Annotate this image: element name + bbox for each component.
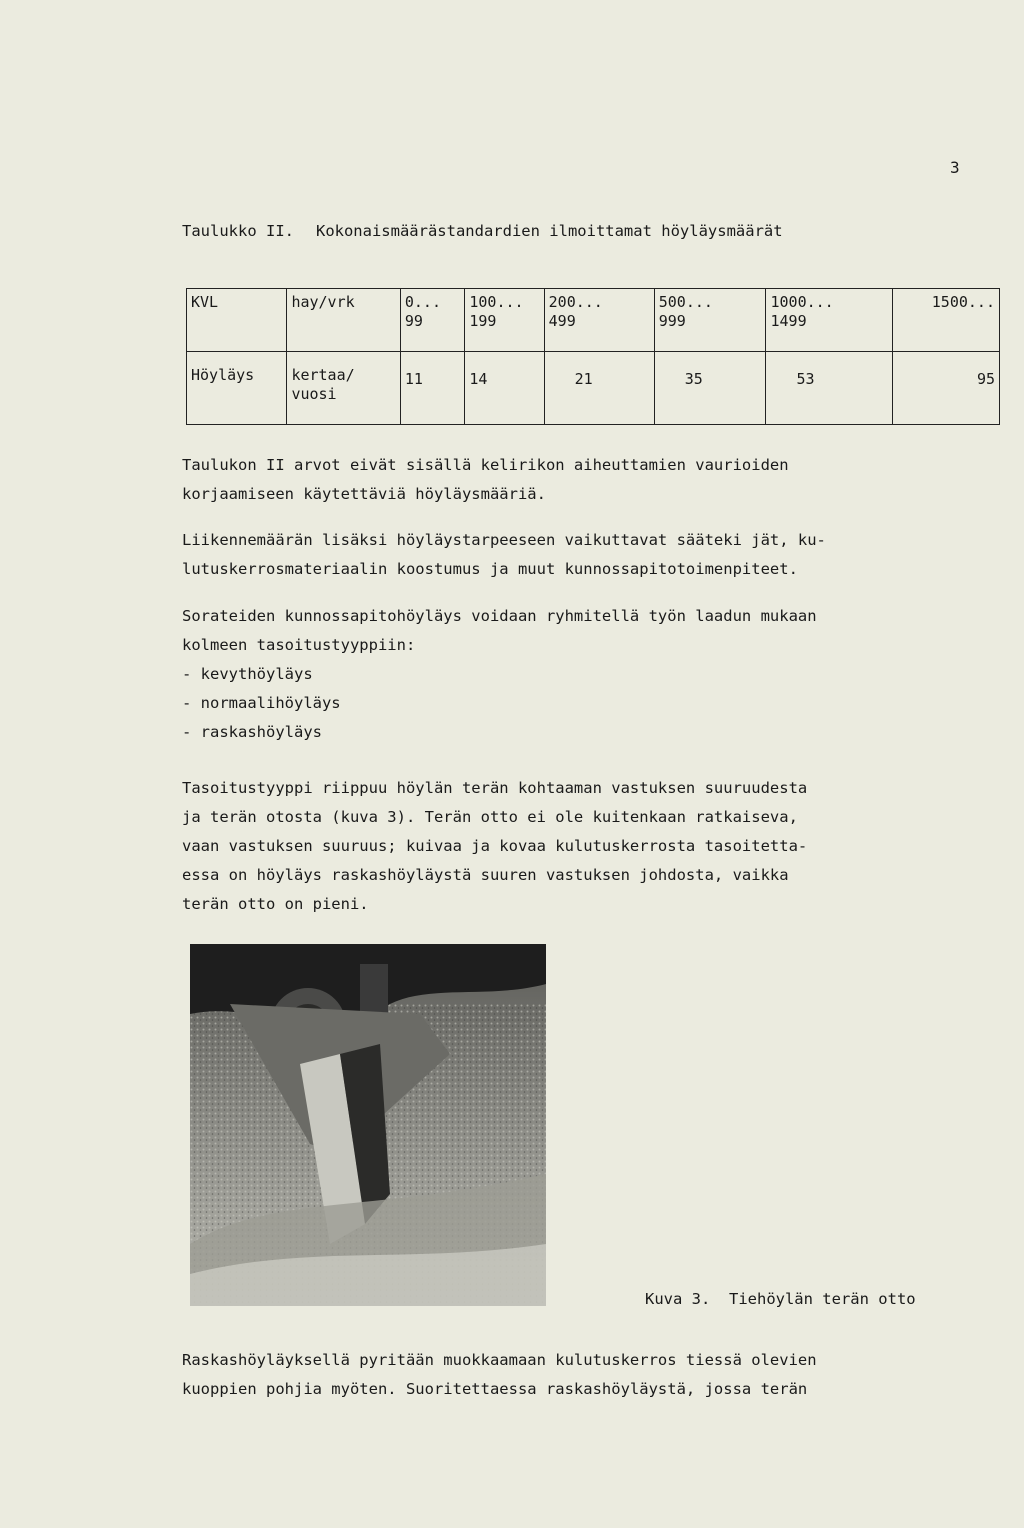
table-row-kvl <box>187 289 1000 352</box>
paragraph-table-note: Taulukon II arvot eivät sisällä kelirikon aiheuttamien vaurioiden korjaamiseen käytettäviä höyläysmääriä. <box>182 456 789 503</box>
table-cell: KVL <box>187 289 287 352</box>
table-cell: 1500... <box>892 289 999 352</box>
table-cell: 11 <box>400 352 465 425</box>
table-label: Taulukko II. <box>182 222 294 240</box>
table-cell: hay/vrk <box>287 289 400 352</box>
table-cell: 53 <box>766 352 892 425</box>
table-cell: 0... 99 <box>400 289 465 352</box>
table-cell: 95 <box>892 352 999 425</box>
list-item: - normaalihöyläys <box>182 694 341 712</box>
table-title-text: Kokonaismäärästandardien ilmoittamat höyläysmäärät <box>315 222 783 240</box>
table-cell: 21 <box>544 352 654 425</box>
paragraph-heavy-grading: Raskashöyläyksellä pyritään muokkaamaan kulutuskerros tiessä olevien kuoppien pohjia myöten. Suoritettaessa raskashöyläystä, jossa terän <box>182 1351 817 1398</box>
table-cell: 200... 499 <box>544 289 654 352</box>
paragraph-traffic-factors: Liikennemäärän lisäksi höyläystarpeeseen vaikuttavat sääteki jät, ku- lutuskerrosmateriaalin koostumus ja muut kunnossapitotoimenpiteet. <box>182 531 826 578</box>
table-title <box>182 222 805 240</box>
grading-frequency-table <box>186 288 1000 425</box>
paragraph-grading-depth: Tasoitustyyppi riippuu höylän terän kohtaaman vastuksen suuruudesta ja terän otosta (kuva 3). Terän otto ei ole kuitenkaan ratkaiseva, vaan vastuksen suuruus; kuivaa ja kovaa kulutuskerrosta tasoitetta- essa on höyläys raskashöyläystä suuren vastuksen johdosta, vaikka terän otto on pieni. <box>182 779 808 913</box>
page-number: 3 <box>950 158 960 177</box>
table-cell: 500... 999 <box>654 289 766 352</box>
list-item: - raskashöyläys <box>182 723 322 741</box>
table-cell: kertaa/ vuosi <box>287 352 400 425</box>
list-item: - kevythöyläys <box>182 665 313 683</box>
table-cell: 35 <box>654 352 766 425</box>
table-cell: Höyläys <box>187 352 287 425</box>
paragraph-grading-types: Sorateiden kunnossapitohöyläys voidaan ryhmitellä työn laadun mukaan kolmeen tasoitustyyppiin: - kevythöyläys - normaalihöyläys - raskashöyläys <box>182 602 982 747</box>
table-cell: 1000... 1499 <box>766 289 892 352</box>
figure-caption: Kuva 3. Tiehöylän terän otto <box>645 1290 916 1308</box>
grader-blade-photo <box>190 944 546 1306</box>
table-cell: 14 <box>465 352 544 425</box>
table-cell: 100... 199 <box>465 289 544 352</box>
table-row-hoylays <box>187 352 1000 425</box>
